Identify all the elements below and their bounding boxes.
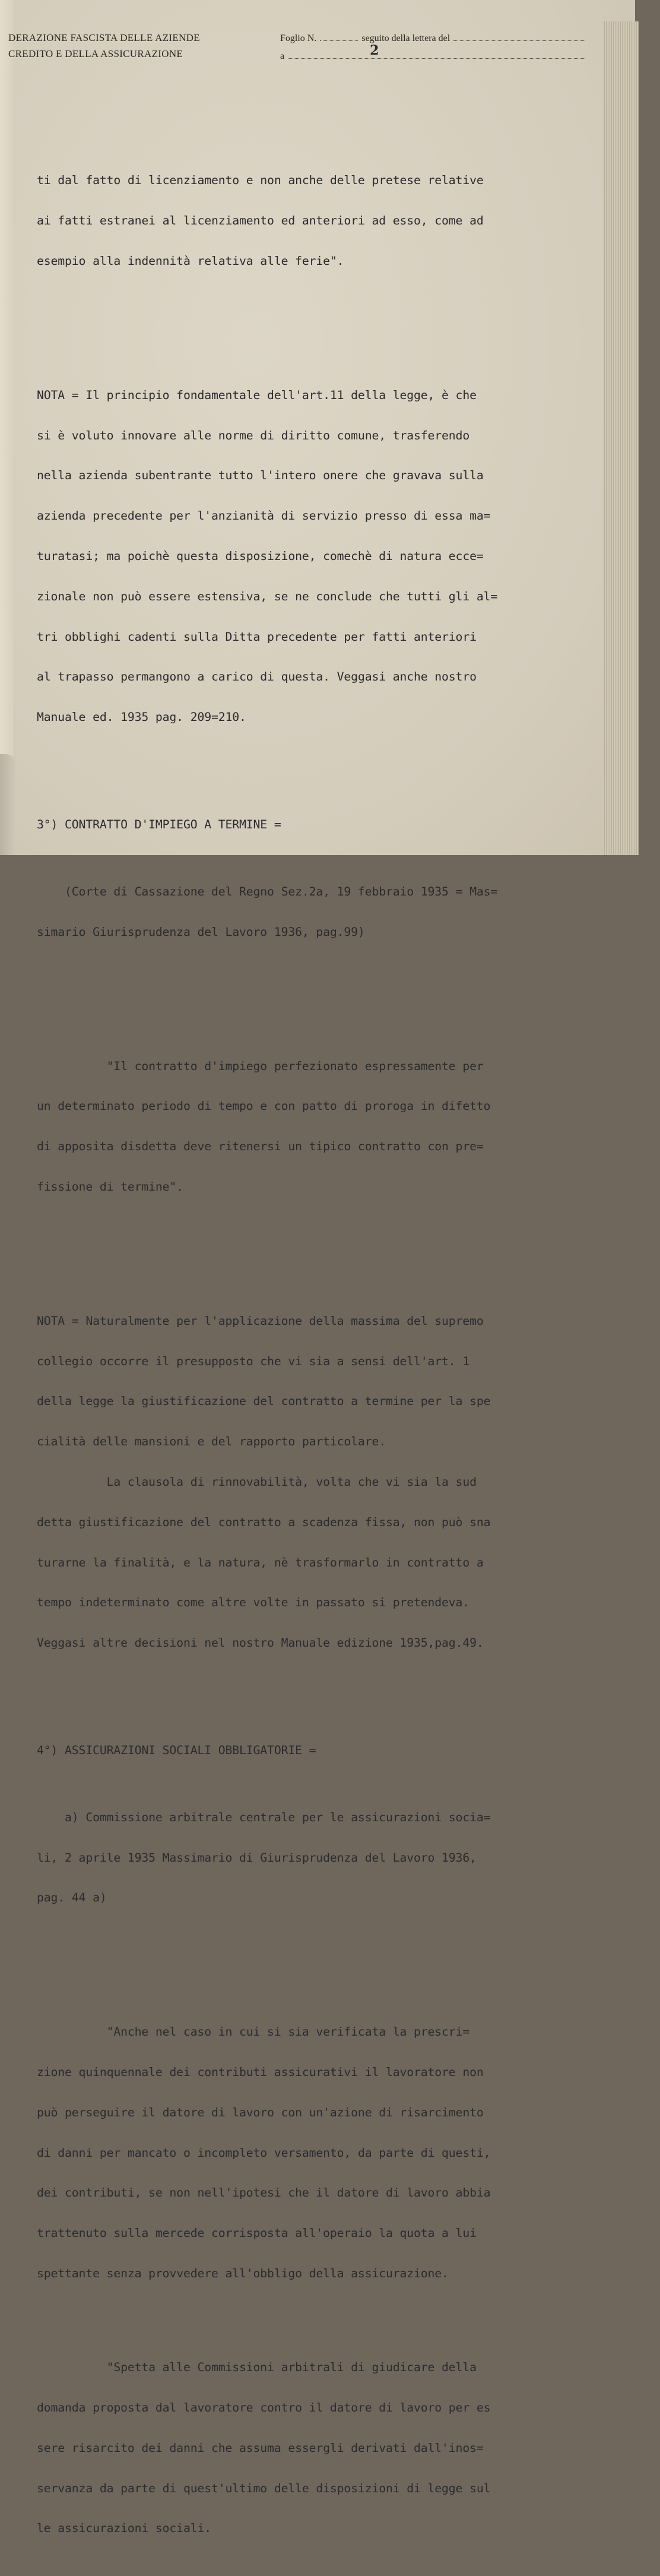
- text-line: Manuale ed. 1935 pag. 209=210.: [37, 710, 246, 724]
- section-3-reference: [37, 859, 571, 966]
- text-line: di danni per mancato o incompleto versamento, da parte di questi,: [37, 2145, 491, 2160]
- text-line: a) Commissione arbitrale centrale per le assicurazioni socia=: [37, 1810, 491, 1824]
- text-line: zionale non può essere estensiva, se ne conclude che tutti gli al=: [37, 589, 498, 603]
- text-line: detta giustificazione del contratto a scadenza fissa, non può sna: [37, 1515, 491, 1529]
- letterhead-line-2: CREDITO E DELLA ASSICURAZIONE: [8, 48, 183, 59]
- text-line: Veggasi altre decisioni nel nostro Manuale edizione 1935,pag.49.: [37, 1636, 484, 1650]
- text-line: le assicurazioni sociali.: [37, 2521, 211, 2536]
- text-line: nella azienda subentrante tutto l'intero onere che gravava sulla: [37, 469, 484, 483]
- letterhead-line-1: DERAZIONE FASCISTA DELLE AZIENDE: [8, 32, 200, 43]
- text-line: spettante senza provvedere all'obbligo della assicurazione.: [37, 2267, 449, 2280]
- text-line: servanza da parte di quest'ultimo delle disposizioni di legge sul: [37, 2481, 491, 2495]
- paragraph-1: [37, 147, 571, 295]
- text-line: (Corte di Cassazione del Regno Sez.2a, 19 febbraio 1935 = Mas=: [37, 884, 498, 898]
- header-row-foglio: [280, 30, 589, 48]
- text-line: NOTA = Naturalmente per l'applicazione della massima del supremo: [37, 1314, 484, 1328]
- text-line: dei contributi, se non nell'ipotesi che il datore di lavoro abbia: [37, 2186, 491, 2200]
- text-line: tri obblighi cadenti sulla Ditta precedente per fatti anteriori: [37, 629, 477, 644]
- text-line: di apposita disdetta deve ritenersi un tipico contratto con pre=: [37, 1140, 484, 1154]
- nota-2: [37, 1288, 571, 1677]
- text-line: azienda precedente per l'anzianità di servizio presso di essa ma=: [37, 509, 491, 523]
- header-row-a: [280, 43, 589, 65]
- text-line: pag. 44 a): [37, 1891, 107, 1905]
- foglio-label: Foglio N.: [280, 33, 317, 43]
- text-line: simario Giurisprudenza del Lavoro 1936, pag.99): [37, 925, 365, 939]
- section-3-heading: 3°) CONTRATTO D'IMPIEGO A TERMINE =: [37, 817, 281, 831]
- text-line: "Il contratto d'impiego perfezionato espressamente per: [37, 1059, 484, 1073]
- text-line: ti dal fatto di licenziamento e non anche delle pretese relative: [37, 173, 484, 188]
- text-line: della legge la giustificazione del contratto a termine per la spe: [37, 1394, 491, 1409]
- text-line: domanda proposta dal lavoratore contro il datore di lavoro per es: [37, 2400, 491, 2414]
- text-line: fissione di termine".: [37, 1179, 183, 1194]
- text-line: "Anche nel caso in cui si sia verificata la prescri=: [37, 2025, 470, 2039]
- text-line: trattenuto sulla mercede corrisposta all'operaio la quota a lui: [37, 2226, 477, 2240]
- text-line: turatasi; ma poichè questa disposizione, comechè di natura ecce=: [37, 549, 484, 563]
- foglio-number-field: [320, 31, 358, 41]
- text-line: al trapasso permangono a carico di questa. Veggasi anche nostro: [37, 670, 477, 684]
- seguito-label: seguito della lettera del: [361, 33, 450, 43]
- header-fields: [280, 30, 589, 65]
- book-page-edges: [603, 21, 639, 855]
- letterhead: [8, 30, 200, 62]
- text-line: un determinato periodo di tempo e con patto di proroga in difetto: [37, 1099, 491, 1113]
- text-line: ai fatti estranei al licenziamento ed anteriori ad esso, come ad: [37, 214, 484, 228]
- section-4-heading: 4°) ASSICURAZIONI SOCIALI OBBLIGATORIE =: [37, 1743, 316, 1757]
- nota-1: [37, 362, 571, 751]
- typewritten-body: [37, 121, 571, 2576]
- recipient-field: [288, 43, 585, 59]
- text-line: li, 2 aprile 1935 Massimario di Giurisprudenza del Lavoro 1936,: [37, 1850, 477, 1865]
- text-line: esempio alla indennità relativa alle ferie".: [37, 254, 344, 268]
- text-line: può perseguire il datore di lavoro con un'azione di risarcimento: [37, 2105, 484, 2119]
- page-number: 2: [370, 43, 379, 58]
- lettera-date-field: [453, 31, 585, 41]
- text-line: cialità delle mansioni e del rapporto particolare.: [37, 1435, 386, 1449]
- text-line: turarne la finalità, e la natura, nè trasformarlo in contratto a: [37, 1555, 484, 1569]
- a-label: a: [280, 51, 285, 61]
- section-4-reference: [37, 1784, 571, 1932]
- text-line: tempo indeterminato come altre volte in passato si pretendeva.: [37, 1596, 470, 1610]
- text-line: "Spetta alle Commissioni arbitrali di giudicare della: [37, 2360, 477, 2375]
- section-3-quote: [37, 1033, 571, 1220]
- torn-page-corner: [0, 754, 15, 855]
- text-line: collegio occorre il presupposto che vi sia a sensi dell'art. 1: [37, 1354, 470, 1368]
- section-4-quote-2: [37, 2334, 571, 2562]
- text-line: NOTA = Il principio fondamentale dell'art.11 della legge, è che: [37, 388, 477, 402]
- text-line: La clausola di rinnovabilità, volta che vi sia la sud: [37, 1474, 477, 1489]
- text-line: sere risarcito dei danni che assuma essergli derivati dall'inos=: [37, 2441, 484, 2455]
- text-line: si è voluto innovare alle norme di diritto comune, trasferendo: [37, 428, 470, 442]
- binding-margin: [0, 0, 13, 855]
- section-4-quote-1: [37, 1999, 571, 2308]
- text-line: zione quinquennale dei contributi assicurativi il lavoratore non: [37, 2065, 484, 2080]
